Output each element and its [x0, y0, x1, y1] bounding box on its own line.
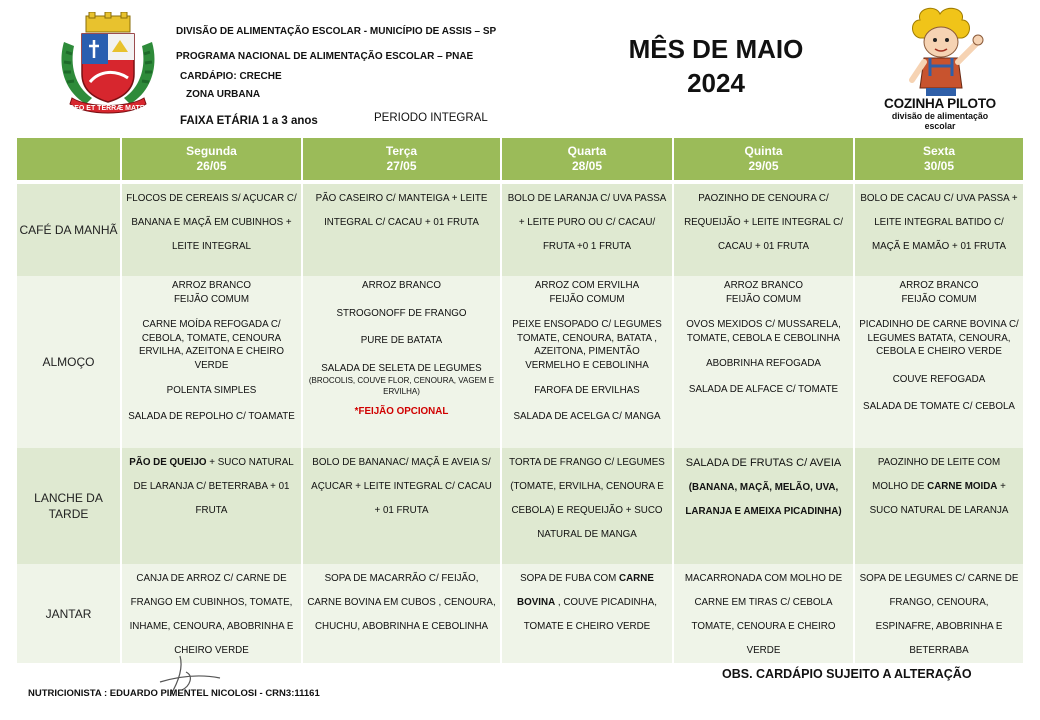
municipal-crest-logo [56, 12, 160, 120]
weekly-menu-table [17, 138, 1023, 663]
header-program: PROGRAMA NACIONAL DE ALIMENTAÇÃO ESCOLAR – PNAE [176, 51, 474, 62]
header-zone: ZONA URBANA [186, 89, 261, 100]
dinner-wednesday: SOPA DE FUBA COM CARNE BOVINA , COUVE PICADINHA, TOMATE E CHEIRO VERDE [501, 564, 673, 663]
snack-row [17, 448, 1023, 564]
breakfast-friday: BOLO DE CACAU C/ UVA PASSA + LEITE INTEGRAL BATIDO C/ MAÇÃ E MAMÃO + 01 FRUTA [854, 184, 1023, 276]
dinner-label: JANTAR [17, 564, 121, 663]
breakfast-thursday: PAOZINHO DE CENOURA C/ REQUEIJÃO + LEITE INTEGRAL C/ CACAU + 01 FRUTA [673, 184, 854, 276]
lunch-monday: ARROZ BRANCO FEIJÃO COMUM CARNE MOÍDA REFOGADA C/ CEBOLA, TOMATE, CENOURA ERVILHA, AZEITONA E CHEIRO VERDE POLENTA SIMPLES SALADA DE REPOLHO C/ TOAMATE [121, 276, 302, 448]
corner-header-cell [17, 138, 121, 180]
dinner-row [17, 564, 1023, 663]
nutritionist-credit: NUTRICIONISTA : EDUARDO PIMENTEL NICOLOSI - CRN3:11161 [28, 688, 320, 699]
snack-thursday: SALADA DE FRUTAS C/ AVEIA (BANANA, MAÇÃ, MELÃO, UVA, LARANJA E AMEIXA PICADINHA) [673, 448, 854, 564]
day-header-wednesday: Quarta 28/05 [501, 138, 673, 180]
breakfast-label: CAFÉ DA MANHÃ [17, 184, 121, 276]
snack-label: LANCHE DA TARDE [17, 448, 121, 564]
dinner-tuesday: SOPA DE MACARRÃO C/ FEIJÃO, CARNE BOVINA EM CUBOS , CENOURA, CHUCHU, ABOBRINHA E CEBOLINHA [302, 564, 501, 663]
header-menu-type: CARDÁPIO: CRECHE [180, 71, 282, 82]
brand-name: COZINHA PILOTO [884, 96, 996, 111]
month-title [600, 32, 832, 100]
snack-tuesday: BOLO DE BANANAC/ MAÇÃ E AVEIA S/ AÇUCAR + LEITE INTEGRAL C/ CACAU + 01 FRUTA [302, 448, 501, 564]
brand-subtitle: divisão de alimentação escolar [891, 111, 989, 131]
dinner-monday: CANJA DE ARROZ C/ CARNE DE FRANGO EM CUBINHOS, TOMATE, INHAME, CENOURA, ABOBRINHA E CHEIRO VERDE [121, 564, 302, 663]
lunch-wednesday: ARROZ COM ERVILHA FEIJÃO COMUM PEIXE ENSOPADO C/ LEGUMES TOMATE, CENOURA, BATATA , AZEITONA, PIMENTÃO VERMELHO E CEBOLINHA FAROFA DE ERVILHAS SALADA DE ACELGA C/ MANGA [501, 276, 673, 448]
dinner-thursday: MACARRONADA COM MOLHO DE CARNE EM TIRAS C/ CEBOLA TOMATE, CENOURA E CHEIRO VERDE [673, 564, 854, 663]
snack-monday: PÃO DE QUEIJO + SUCO NATURAL DE LARANJA C/ BETERRABA + 01 FRUTA [121, 448, 302, 564]
snack-friday: PAOZINHO DE LEITE COM MOLHO DE CARNE MOIDA + SUCO NATURAL DE LARANJA [854, 448, 1023, 564]
day-header-friday: Sexta 30/05 [854, 138, 1023, 180]
month-label: MÊS DE MAIO [628, 34, 804, 64]
optional-beans-note: *FEIJÃO OPCIONAL [354, 406, 449, 417]
day-header-thursday: Quinta 29/05 [673, 138, 854, 180]
lunch-thursday: ARROZ BRANCO FEIJÃO COMUM OVOS MEXIDOS C/ MUSSARELA, TOMATE, CEBOLA E CEBOLINHA ABOBRINHA REFOGADA SALADA DE ALFACE C/ TOMATE [673, 276, 854, 448]
snack-wednesday: TORTA DE FRANGO C/ LEGUMES (TOMATE, ERVILHA, CENOURA E CEBOLA) E REQUEIJÃO + SUCO NATURAL DE MANGA [501, 448, 673, 564]
menu-change-notice: OBS. CARDÁPIO SUJEITO A ALTERAÇÃO [722, 667, 972, 681]
lunch-friday: ARROZ BRANCO FEIJÃO COMUM PICADINHO DE CARNE BOVINA C/ LEGUMES BATATA, CENOURA, CEBOLA E CHEIRO VERDE COUVE REFOGADA SALADA DE TOMATE C/ CEBOLA [854, 276, 1023, 448]
dinner-friday: SOPA DE LEGUMES C/ CARNE DE FRANGO, CENOURA, ESPINAFRE, ABOBRINHA E BETERRABA [854, 564, 1023, 663]
breakfast-monday: FLOCOS DE CEREAIS S/ AÇUCAR C/ BANANA E MAÇÃ EM CUBINHOS + LEITE INTEGRAL [121, 184, 302, 276]
year-label: 2024 [687, 68, 745, 98]
header-period: PERIODO INTEGRAL [374, 112, 488, 124]
lunch-tuesday: ARROZ BRANCO STROGONOFF DE FRANGO PURE DE BATATA SALADA DE SELETA DE LEGUMES (BROCOLIS, COUVE FLOR, CENOURA, VAGEM E ERVILHA) *FEIJÃO OPCIONAL [302, 276, 501, 448]
day-header-monday: Segunda 26/05 [121, 138, 302, 180]
header-age-range: FAIXA ETÁRIA 1 a 3 anos [180, 115, 318, 127]
header-division: DIVISÃO DE ALIMENTAÇÃO ESCOLAR - MUNICÍPIO DE ASSIS – SP [176, 26, 497, 37]
breakfast-row [17, 184, 1023, 276]
days-header-row [17, 138, 1023, 180]
lunch-label: ALMOÇO [17, 276, 121, 448]
breakfast-wednesday: BOLO DE LARANJA C/ UVA PASSA + LEITE PURO OU C/ CACAU/ FRUTA +0 1 FRUTA [501, 184, 673, 276]
breakfast-tuesday: PÃO CASEIRO C/ MANTEIGA + LEITE INTEGRAL C/ CACAU + 01 FRUTA [302, 184, 501, 276]
crest-motto: DEO ET TERRÆ MATRI [69, 105, 147, 112]
lunch-row [17, 276, 1023, 448]
day-header-tuesday: Terça 27/05 [302, 138, 501, 180]
